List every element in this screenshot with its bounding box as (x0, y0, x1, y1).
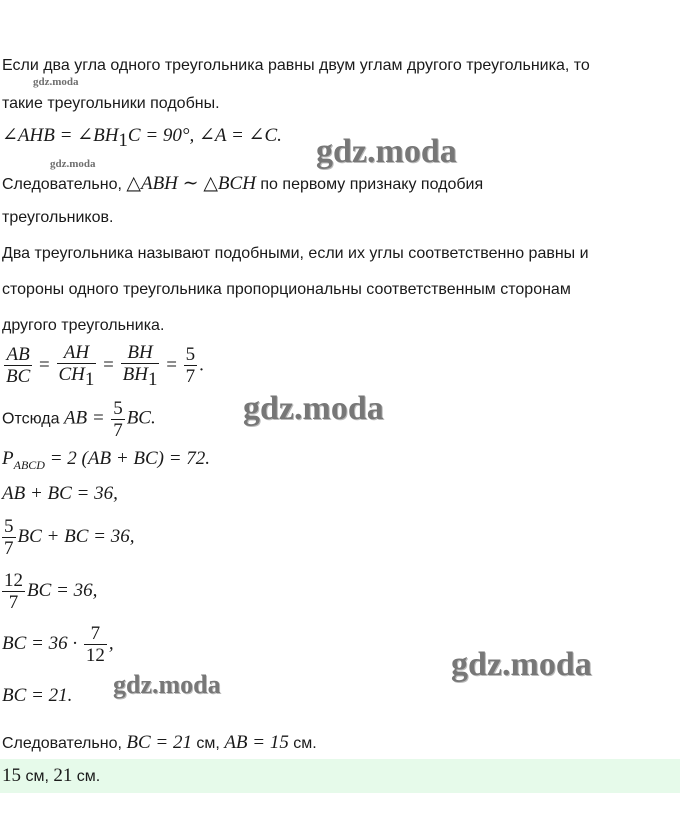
answer-text: 15 см, 21 см. (2, 765, 101, 786)
fraction-ah-ch1: $\frac{AH}{CH_1}$ (58, 342, 95, 390)
final-conclusion: Следовательно, BC = 21 см, AB = 15 см. (2, 732, 317, 753)
formula-angles-sub: 1 (118, 129, 128, 151)
formula-sum3: $\frac{12}{7}$ BC = 36, (4, 570, 98, 613)
formula-bc-calc: BC = 36 · $\frac{7}{12}$ , (2, 623, 114, 666)
conclusion-triangles: △ABH ∼ △BCH (126, 173, 256, 194)
formula-angles (2, 126, 282, 151)
conclusion-suffix: по первому признаку подобия (260, 176, 484, 193)
fraction-5-7-b: $\frac{5}{7}$ (113, 398, 123, 441)
paragraph-definition-line3: другого треугольника. (2, 317, 165, 334)
watermark-big-3: gdz.moda (451, 646, 592, 683)
fraction-5-7: $\frac{5}{7}$ (185, 344, 196, 388)
formula-angles-part2: C = 90°, ∠A = ∠C. (127, 125, 282, 146)
watermark-small-1: gdz.moda (33, 76, 79, 88)
paragraph-similarity-rule-line2: такие треугольники подобны. (2, 95, 220, 112)
formula-ab-expression: Отсюда AB = $\frac{5}{7}$ BC. (2, 398, 156, 441)
watermark-big-4: gdz.moda (113, 670, 221, 699)
answer-box (0, 759, 680, 793)
fraction-bh-bh1: $\frac{BH}{BH_1}$ (122, 342, 158, 390)
paragraph-definition-line2: стороны одного треугольника пропорциональны соответственным сторонам (2, 281, 571, 298)
watermark-small-2: gdz.moda (50, 158, 96, 170)
otsyuda-label: Отсюда (2, 410, 60, 428)
formula-angles-part1: ∠AHB = ∠BH (2, 125, 119, 146)
fraction-ab-bc: $\frac{AB}{BC}$ (6, 344, 31, 388)
formula-bc-result: BC = 21. (2, 685, 73, 706)
formula-perimeter: $P_{ABCD} = 2$ (AB + BC) = 72. (2, 448, 211, 472)
formula-sum2: $\frac{5}{7}$ BC + BC = 36, (4, 516, 135, 559)
formula-sum1: AB + BC = 36, (2, 483, 118, 504)
paragraph-similarity-rule-line1: Если два угла одного треугольника равны двум углам другого треугольника, то (2, 57, 590, 74)
formula-proportion: $\frac{AB}{BC}$ = $\frac{AH}{CH_1}$ = $\frac{BH}{BH_1}$ = $\frac{5}{7}$ . (6, 342, 204, 390)
watermark-big-1: gdz.moda (316, 133, 457, 170)
watermark-big-2: gdz.moda (243, 390, 384, 427)
conclusion-prefix: Следовательно, (2, 176, 122, 193)
paragraph-conclusion (2, 174, 483, 195)
paragraph-definition-line1: Два треугольника называют подобными, если их углы соответственно равны и (2, 245, 589, 262)
paragraph-conclusion-line2: треугольников. (2, 209, 114, 226)
